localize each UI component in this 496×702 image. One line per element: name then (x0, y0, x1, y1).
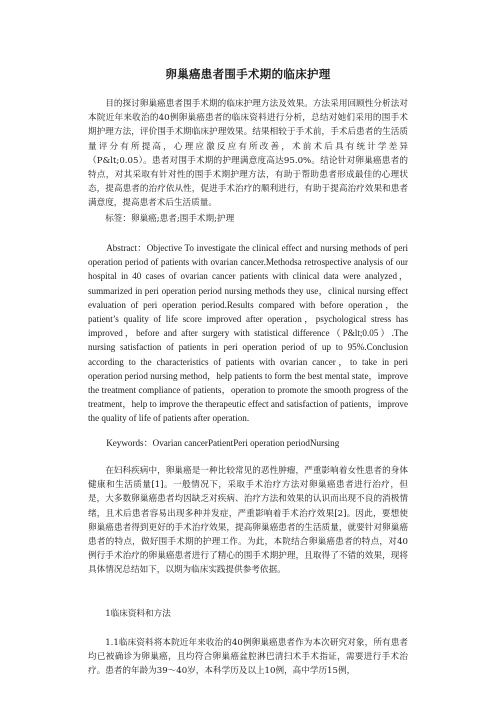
abstract-english: Abstract：Objective To investigate the clinical effect and nursing methods of peri operation period of patients with ovarian cancer.Methodsa retrospective analysis of our hospital in 40 cases of ovarian cancer patients with clinical data were analyzed，summarized in peri operation period nursing methods they use，clinical nursing effect evaluation of peri operation period.Results compared with before operation，the patient’s quality of life score improved after operation，psychological stress has improved，before and after surgery with statistical difference（P&lt;0.05）.The nursing satisfaction of patients in peri operation period of up to 95%.Conclusion according to the characteristics of patients with ovarian cancer，to take in peri operation period nursing method，help patients to form the best mental state，improve the treatment compliance of patients，operation to promote the smooth progress of the treatment，help to improve the therapeutic effect and satisfaction of patients，improve the quality of life of patients after operation. (88, 243, 408, 424)
section-heading: 1临床资料和方法 (105, 609, 171, 619)
abstract-chinese: 目的探讨卵巢癌患者围手术期的临床护理方法及效果。方法采用回顾性分析法对本院近年来收治的40例卵巢癌患者的临床资料进行分析，总结对她们采用的围手术期护理方法，评价围手术期临床护理效果。结果相较于手术前，手术后患者的生活质量评分有所提高，心理应激反应有所改善，术前术后具有统计学差异（P&lt;0.05）。患者对围手术期的护理满意度高达95.0%。结论针对卵巢癌患者的特点，对其采取有针对性的围手术期护理方法，有助于帮助患者形成最佳的心理状态，提高患者的治疗依从性，促进手术治疗的顺利进行，有助于提高治疗效果和患者满意度，提高患者术后生活质量。 (88, 99, 408, 209)
keywords-english: Keywords：Ovarian cancerPatientPeri operation periodNursing (106, 438, 340, 448)
page-title: 卵巢癌患者围手术期的临床护理 (165, 67, 331, 81)
section-1-1-paragraph: 1.1临床资料将本院近年来收治的40例卵巢癌患者作为本次研究对象，所有患者均已被确诊为卵巢癌，且均符合卵巢癌盆腔淋巴清扫术手术指证，需要进行手术治疗。患者的年龄为39～40岁，本科学历及以上10例，高中学历15例， (88, 638, 408, 677)
introduction-paragraph: 在妇科疾病中，卵巢癌是一种比较常见的恶性肿瘤，严重影响着女性患者的身体健康和生活质量[1]。一般情况下，采取手术治疗方法对卵巢癌患者进行治疗，但是，大多数卵巢癌患者均因缺乏对疾病、治疗方法和效果的认识而出现不良的消极情绪，且术后患者容易出现多种并发症，严重影响着手术治疗效果[2]。因此，要想使卵巢癌患者得到更好的手术治疗效果，提高卵巢癌患者的生活质量，就要针对卵巢癌患者的特点，做好围手术期的护理工作。为此，本院结合卵巢癌患者的特点，对40例行手术治疗的卵巢癌患者进行了精心的围手术期护理，且取得了不错的效果，现将具体情况总结如下，以期为临床实践提供参考依据。 (88, 466, 408, 576)
keywords-chinese: 标签：卵巢癌;患者;围手术期;护理 (105, 214, 235, 224)
